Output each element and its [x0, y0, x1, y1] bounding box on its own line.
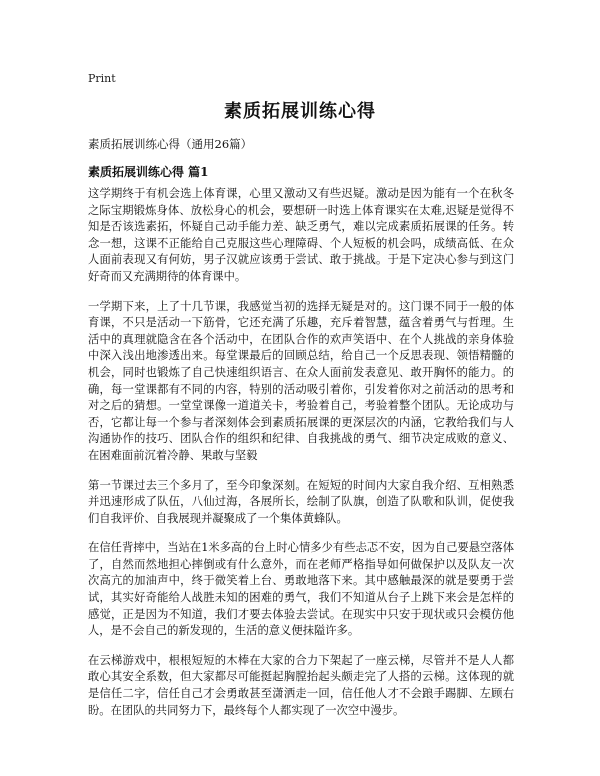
paragraph-2: 一学期下来，上了十几节课，我感觉当初的选择无疑是对的。这门课不同于一般的体育课，不只是活动一下筋骨，它还充满了乐趣，充斥着智慧，蕴含着勇气与哲理。生活中的真理就隐含在各个活动中，在团队合作的欢声笑语中、在个人挑战的亲身体验中深入浅出地渗透出来。每堂课最后的回顾总结，给自己一个反思表现、领悟精髓的机会，同时也锻炼了自己快速组织语言、在众人面前发表意见、敢开胸怀的能力。的确，每一堂课都有不同的内容，特别的活动吸引着你，引发着你对之前活动的思考和对之后的猜想。一堂堂课像一道道关卡，考验着自己，考验着整个团队。无论成功与否，它都让每一个参与者深刻体会到素质拓展课的更深层次的内涵，它教给我们与人沟通协作的技巧、团队合作的组织和纪律、自我挑战的勇气、细节决定成败的意义、在困难面前沉着冷静、果敢与坚毅 [88, 299, 514, 462]
paragraph-4: 在信任背摔中，当站在1米多高的台上时心情多少有些忐忑不安，因为自己要悬空落体了，自然而然地担心摔倒或有什么意外，而在老师严格指导如何做保护以及队友一次次高亢的加油声中，终于微笑着上台、勇敢地落下来。其中感触最深的就是要勇于尝试，其实好奇能给人战胜未知的困难的勇气，我们不知道从台子上跳下来会是怎样的感觉，正是因为不知道，我们才要去体验去尝试。在现实中只安于现状或只会模仿他人，是不会自己的新发现的，生活的意义便抹隘许多。 [88, 541, 514, 638]
article-body [88, 186, 514, 732]
section-heading: 素质拓展训练心得 篇1 [88, 165, 209, 179]
paragraph-1: 这学期终于有机会选上体育课，心里又激动又有些迟疑。激动是因为能有一个在秋冬之际宝期锻炼身体、放松身心的机会，要想研一时选上体育课实在太难,迟疑是觉得不知是否该选素拓，怀疑自己动手能力差、缺乏勇气，难以完成素质拓展课的任务。转念一想，这课不正能给自己克服这些心理障碍、个人短板的机会吗，成绩高低、在众人面前表现又有何妨，男子汉就应该勇于尝试、敢于挑战。于是下定决心参与到这门好奇而又充满期待的体育课中。 [88, 187, 514, 283]
paragraph-5: 在云梯游戏中，根根短短的木棒在大家的合力下架起了一座云梯，尽管并不是人人都敢心其安全系数，但大家都尽可能挺起胸膛抬起头颇走完了人搭的云梯。这体现的就是信任二字，信任自己才会勇敢甚至潇洒走一回，信任他人才不会踉手踢脚、左顾右盼。在团队的共同努力下，最终每个人都实现了一次空中漫步。 [88, 653, 514, 717]
document-title: 素质拓展训练心得 [224, 101, 376, 122]
document-subtitle: 素质拓展训练心得（通用26篇） [88, 137, 253, 151]
print-link[interactable]: Print [88, 72, 116, 85]
paragraph-3: 第一节课过去三个多月了，至今印象深刻。在短短的时间内大家自我介绍、互相熟悉并迅速形成了队伍，八仙过海，各展所长，绘制了队旗，创造了队歌和队训，促使我们自我评价、自我展现并凝聚成了一个集体黄蜂队。 [88, 478, 514, 525]
